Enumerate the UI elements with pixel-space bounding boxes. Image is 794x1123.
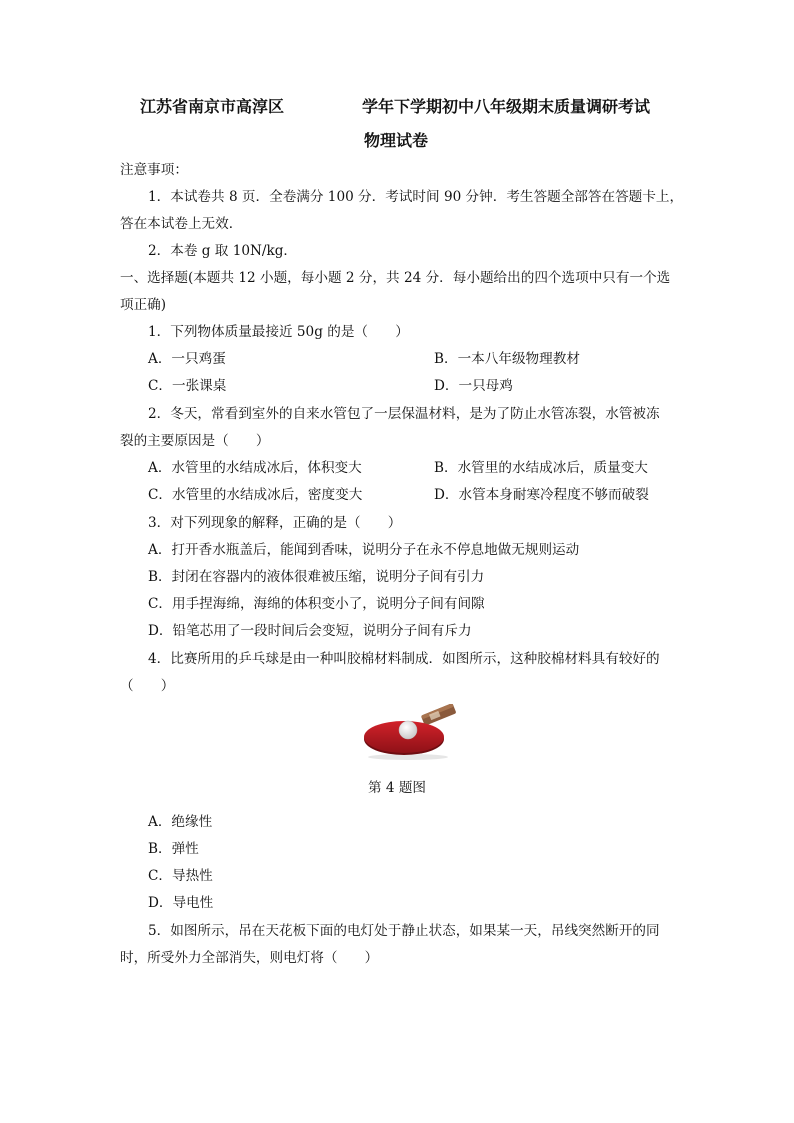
title-row [0, 94, 794, 120]
subtitle: 物理试卷 [364, 131, 429, 150]
q3-option-c: C．用手捏海绵，海绵的体积变小了，说明分子间有间隙 [148, 596, 485, 612]
q3-stem: 3．对下列现象的解释，正确的是（ ） [148, 515, 402, 531]
q2-option-b: B．水管里的水结成冰后，质量变大 [434, 460, 648, 476]
section-1-line-2: 项正确) [120, 297, 167, 313]
paddle-illustration [362, 704, 462, 760]
note-2: 2．本卷 g 取 10N/kg． [148, 243, 297, 259]
q2-stem-2: 裂的主要原因是（ ） [120, 433, 270, 449]
q2-option-c: C．水管里的水结成冰后，密度变大 [148, 487, 363, 503]
q1-option-d: D．一只母鸡 [434, 378, 513, 394]
q1-option-b: B．一本八年级物理教材 [434, 351, 580, 367]
section-1-line-1: 一、选择题(本题共 12 小题，每小题 2 分，共 24 分．每小题给出的四个选项中只有一个选 [120, 270, 671, 286]
q1-stem: 1．下列物体质量最接近 50g 的是（ ） [148, 324, 409, 340]
q5-stem-2: 时，所受外力全部消失，则电灯将（ ） [120, 950, 379, 966]
q3-option-b: B．封闭在容器内的液体很难被压缩，说明分子间有引力 [148, 569, 485, 585]
q2-option-a: A．水管里的水结成冰后，体积变大 [148, 460, 362, 476]
q3-option-d: D．铅笔芯用了一段时间后会变短，说明分子间有斥力 [148, 623, 472, 639]
note-1-line-1: 1．本试卷共 8 页．全卷满分 100 分．考试时间 90 分钟．考生答题全部答在答题卡上， [148, 189, 684, 205]
title-exam: 学年下学期初中八年级期末质量调研考试 [362, 97, 651, 116]
note-1-line-2: 答在本试卷上无效． [120, 216, 243, 232]
q4-option-b: B．弹性 [148, 841, 199, 857]
q1-option-a: A．一只鸡蛋 [148, 351, 226, 367]
q1-option-c: C．一张课桌 [148, 378, 227, 394]
q2-option-d: D．水管本身耐寒冷程度不够而破裂 [434, 487, 649, 503]
q5-stem-1: 5．如图所示，吊在天花板下面的电灯处于静止状态，如果某一天，吊线突然断开的同 [148, 923, 660, 939]
q4-option-a: A．绝缘性 [148, 814, 213, 830]
title-region: 江苏省南京市高淳区 [140, 97, 285, 116]
q4-stem-1: 4．比赛所用的乒乓球是由一种叫胶棉材料制成．如图所示，这种胶棉材料具有较好的 [148, 651, 660, 667]
q4-figure-caption: 第 4 题图 [367, 780, 427, 796]
q4-option-d: D．导电性 [148, 895, 214, 911]
q3-option-a: A．打开香水瓶盖后，能闻到香味，说明分子在永不停息地做无规则运动 [148, 542, 580, 558]
ping-pong-paddle-figure [362, 704, 462, 760]
q4-stem-2: （ ） [120, 678, 175, 694]
q4-option-c: C．导热性 [148, 868, 213, 884]
notes-heading: 注意事项： [120, 162, 188, 178]
q2-stem-1: 2．冬天，常看到室外的自来水管包了一层保温材料，是为了防止水管冻裂，水管被冻 [148, 406, 660, 422]
